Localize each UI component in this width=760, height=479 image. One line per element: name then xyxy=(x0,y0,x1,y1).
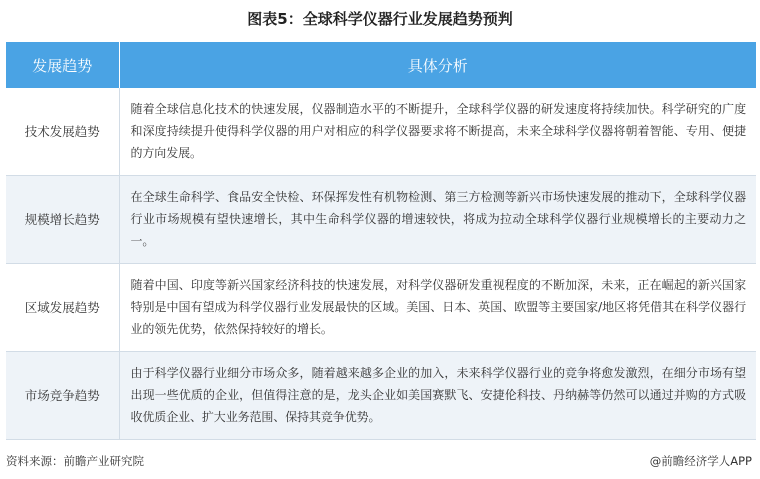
brand-credit: @前瞻经济学人APP xyxy=(649,454,752,468)
row-text-competition: 由于科学仪器行业细分市场众多，随着越来越多企业的加入，未来科学仪器行业的竞争将愈发激烈，在细分市场有望出现一些优质的企业，但值得注意的是，龙头企业如美国赛默飞、安捷伦科技、丹纳赫等仍然可以通过并购的方式吸收优质企业、扩大业务范围、保持其竞争优势。 xyxy=(119,351,756,439)
header-analysis: 具体分析 xyxy=(119,42,756,88)
table-row xyxy=(6,351,756,439)
table-row xyxy=(6,175,756,263)
row-label-region: 区域发展趋势 xyxy=(6,263,119,351)
row-text-tech: 随着全球信息化技术的快速发展，仪器制造水平的不断提升，全球科学仪器的研发速度将持续加快。科学研究的广度和深度持续提升使得科学仪器的用户对相应的科学仪器要求将不断提高，未来全球科学仪器将朝着智能、专用、便捷的方向发展。 xyxy=(119,88,756,175)
header-trend: 发展趋势 xyxy=(6,42,119,88)
row-label-tech: 技术发展趋势 xyxy=(6,88,119,175)
page-title: 图表5：全球科学仪器行业发展趋势预判 xyxy=(247,10,513,28)
trend-table xyxy=(6,42,756,440)
row-label-scale: 规模增长趋势 xyxy=(6,175,119,263)
source-note: 资料来源：前瞻产业研究院 xyxy=(6,454,144,468)
row-text-scale: 在全球生命科学、食品安全快检、环保挥发性有机物检测、第三方检测等新兴市场快速发展的推动下，全球科学仪器行业市场规模有望快速增长，其中生命科学仪器的增速较快，将成为拉动全球科学仪器行业规模增长的主要动力之一。 xyxy=(119,175,756,263)
table-row xyxy=(6,263,756,351)
table-header-row xyxy=(6,42,756,88)
row-label-competition: 市场竞争趋势 xyxy=(6,351,119,439)
table-row xyxy=(6,88,756,175)
row-text-region: 随着中国、印度等新兴国家经济科技的快速发展，对科学仪器研发重视程度的不断加深，未来，正在崛起的新兴国家特别是中国有望成为科学仪器行业发展最快的区域。美国、日本、英国、欧盟等主要国家/地区将凭借其在科学仪器行业的领先优势，依然保持较好的增长。 xyxy=(119,263,756,351)
